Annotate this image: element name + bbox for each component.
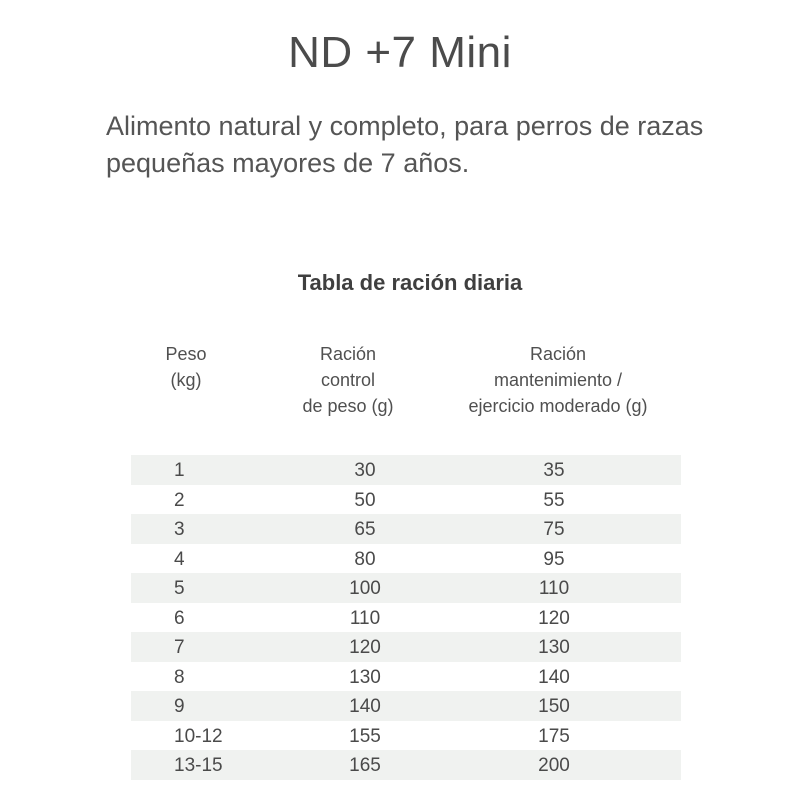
cell-mantenimiento: 120 <box>538 607 570 629</box>
cell-control: 80 <box>354 548 376 570</box>
product-title: ND +7 Mini <box>288 28 512 77</box>
cell-mantenimiento: 150 <box>538 696 570 717</box>
table-row <box>131 632 681 662</box>
cell-mantenimiento: 95 <box>543 548 565 570</box>
cell-mantenimiento: 35 <box>543 460 565 481</box>
cell-peso: 4 <box>174 548 185 570</box>
cell-mantenimiento: 140 <box>538 666 570 688</box>
table-row <box>131 455 681 485</box>
cell-peso: 9 <box>174 696 185 717</box>
cell-peso: 5 <box>174 578 185 599</box>
cell-peso: 13-15 <box>174 755 223 776</box>
table-row <box>131 514 681 544</box>
cell-control: 120 <box>349 637 381 658</box>
cell-mantenimiento: 200 <box>538 755 570 776</box>
table-row <box>131 544 681 574</box>
cell-peso: 1 <box>174 460 185 481</box>
cell-mantenimiento: 110 <box>538 578 570 599</box>
cell-control: 155 <box>349 725 381 747</box>
table-row <box>131 662 681 692</box>
header-racion-control: Ración control de peso (g) <box>302 344 394 416</box>
cell-control: 50 <box>354 489 376 511</box>
cell-peso: 8 <box>174 666 185 688</box>
ration-table-body <box>131 455 681 780</box>
cell-peso: 3 <box>174 519 185 540</box>
cell-control: 65 <box>354 519 376 540</box>
cell-mantenimiento: 55 <box>543 489 565 511</box>
product-description: Alimento natural y completo, para perros de razas pequeñas mayores de 7 años. <box>106 111 704 178</box>
table-title: Tabla de ración diaria <box>297 270 523 295</box>
table-row <box>131 721 681 751</box>
cell-mantenimiento: 75 <box>543 519 565 540</box>
cell-mantenimiento: 130 <box>538 637 570 658</box>
cell-control: 110 <box>349 607 381 629</box>
cell-control: 100 <box>349 578 381 599</box>
cell-peso: 6 <box>174 607 185 629</box>
table-row <box>131 485 681 515</box>
cell-mantenimiento: 175 <box>538 725 570 747</box>
cell-control: 30 <box>354 460 376 481</box>
table-row <box>131 603 681 633</box>
cell-peso: 2 <box>174 489 185 511</box>
cell-control: 165 <box>349 755 381 776</box>
table-row <box>131 573 681 603</box>
cell-peso: 7 <box>174 637 185 658</box>
cell-peso: 10-12 <box>174 725 223 747</box>
header-peso: Peso (kg) <box>165 344 207 390</box>
cell-control: 140 <box>349 696 381 717</box>
cell-control: 130 <box>349 666 381 688</box>
table-row <box>131 691 681 721</box>
table-header <box>0 341 800 431</box>
table-row <box>131 750 681 780</box>
header-racion-mantenimiento: Ración mantenimiento / ejercicio moderado (g) <box>468 344 648 416</box>
